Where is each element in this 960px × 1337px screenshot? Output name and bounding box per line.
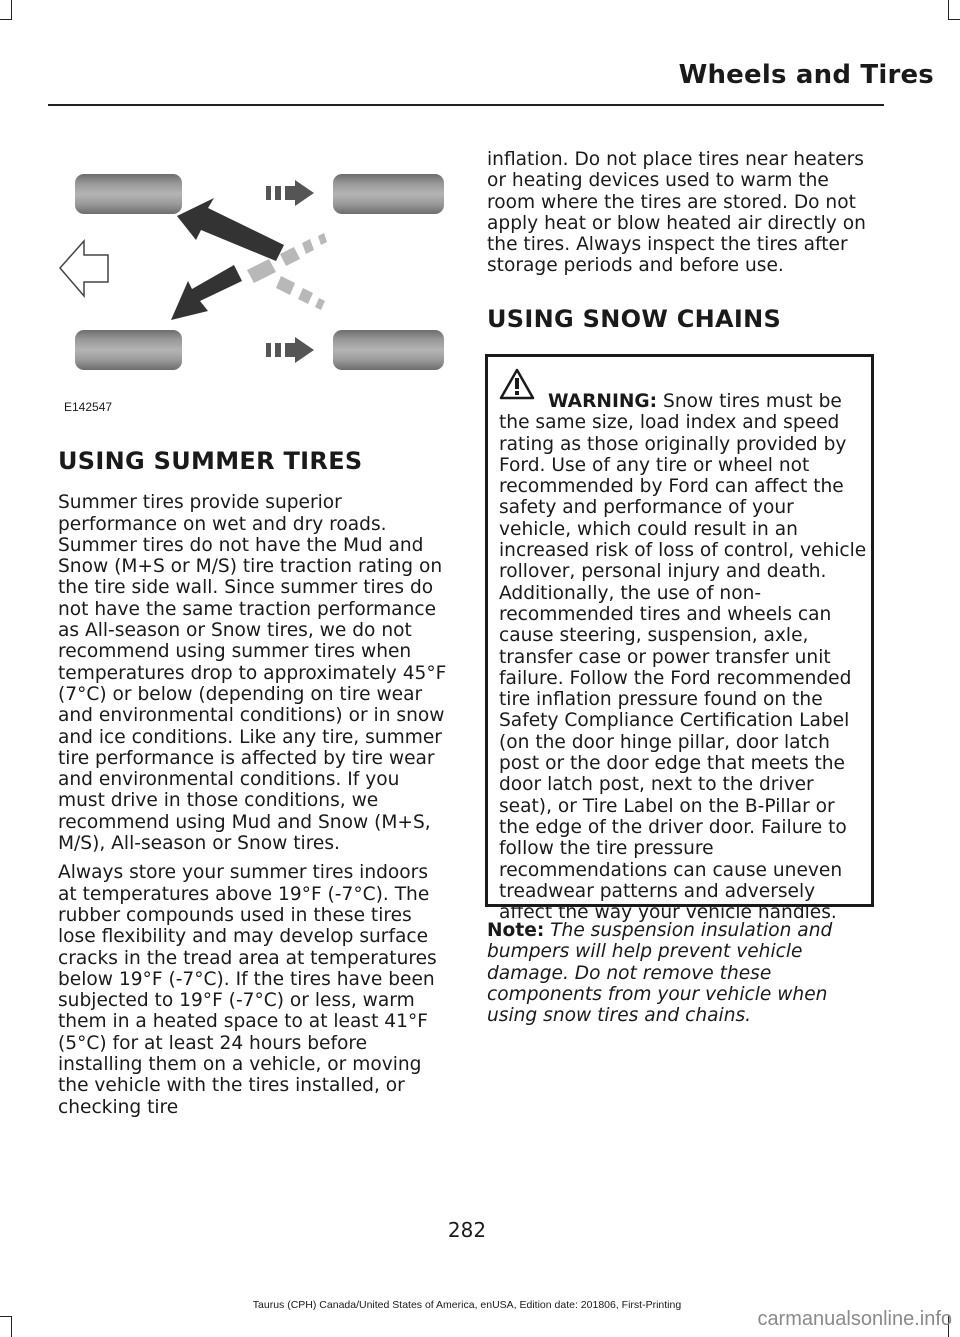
summer-paragraph-2-continued: inflation. Do not place tires near heaters or heating devices used to warm the room where the tires are stored. Do not apply heat or blow heated air directly on the tires. Always inspect the tires after storage periods and before use. xyxy=(487,149,866,277)
warning-text: Snow tires must be the same size, load index and speed rating as those originally provided by Ford. Use of any tire or wheel not recommended by Ford can affect the safety and performance of your vehicle, which could result in an increased risk of loss of control, vehicle rollover, personal injury and death. Additionally, the use of non-recommended tires and wheels can cause steering, suspension, axle, transfer case or power transfer unit failure. Follow the Ford recommended tire inflation pressure found on the Safety Compliance Certification Label (on the door hinge pillar, door latch post or the door edge that meets the door latch post, next to the driver seat), or Tire Label on the B-Pillar or the edge of the driver door. Failure to follow the tire pressure recommendations can cause uneven treadwear patterns and adversely affect the way your vehicle handles. xyxy=(499,391,867,924)
summer-paragraph-1: Summer tires provide superior performance on wet and dry roads. Summer tires do not have the Mud and Snow (M+S or M/S) tire traction rating on the tire side wall. Since summer tires do not have the same traction performance as All-season or Snow tires, we do not recommend using summer tires when temperatures drop to approximately 45°F (7°C) or below (depending on tire wear and environmental conditions) or in snow and ice conditions. Like any tire, summer tire performance is affected by tire wear and environmental conditions. If you must drive in those conditions, we recommend using Mud and Snow (M+S, M/S), All-season or Snow tires. xyxy=(58,492,447,855)
section-heading-snow-chains: USING SNOW CHAINS xyxy=(487,304,782,333)
page-number: 282 xyxy=(447,1218,487,1242)
tire-rear-left xyxy=(75,330,182,370)
page-header-title: Wheels and Tires xyxy=(678,60,934,90)
rotation-arrow-down-left-icon xyxy=(171,265,242,320)
dashed-arrow-top-icon xyxy=(266,180,314,206)
warning-box xyxy=(485,354,874,924)
tire-rear-right xyxy=(333,330,444,370)
tire-front-left xyxy=(75,174,182,214)
note-text: The suspension insulation and bumpers will help prevent vehicle damage. Do not remove these components from your vehicle when using snow tires and chains. xyxy=(487,920,833,1027)
crop-mark xyxy=(0,19,12,20)
rotation-arrow-up-left-icon xyxy=(177,198,284,261)
crop-mark xyxy=(11,1316,12,1337)
figure-id: E142547 xyxy=(64,400,113,414)
watermark: carmanualsonline.info xyxy=(757,1308,952,1330)
edition-footer: Taurus (CPH) Canada/United States of America, enUSA, Edition date: 201806, First-Printing xyxy=(252,1299,682,1311)
tire-front-right xyxy=(333,174,444,214)
summer-tires-section xyxy=(58,447,450,1118)
forward-direction-arrow-icon xyxy=(60,241,108,296)
crop-mark xyxy=(11,0,12,20)
crop-mark xyxy=(948,0,949,20)
note-block xyxy=(487,920,881,1026)
section-heading-summer-tires: USING SUMMER TIRES xyxy=(58,447,363,475)
dashed-arrow-bottom-icon xyxy=(266,337,314,363)
tire-rotation-diagram xyxy=(48,158,454,418)
note-label: Note: xyxy=(487,920,545,941)
summer-continued xyxy=(487,149,881,333)
warning-label: WARNING: xyxy=(548,391,658,412)
warning-text-block xyxy=(499,391,869,923)
summer-paragraph-2: Always store your summer tires indoors at temperatures above 19°F (-7°C). The rubber compounds used in these tires lose flexibility and may develop surface cracks in the tread area at temperatures below 19°F (-7°C). If the tires have been subjected to 19°F (-7°C) or less, warm them in a heated space to at least 41°F (5°C) for at least 24 hours before installing them on a vehicle, or moving the vehicle with the tires installed, or checking tire xyxy=(58,862,437,1118)
crop-mark xyxy=(948,19,960,20)
crop-mark xyxy=(0,1316,12,1317)
header-divider xyxy=(48,104,884,106)
